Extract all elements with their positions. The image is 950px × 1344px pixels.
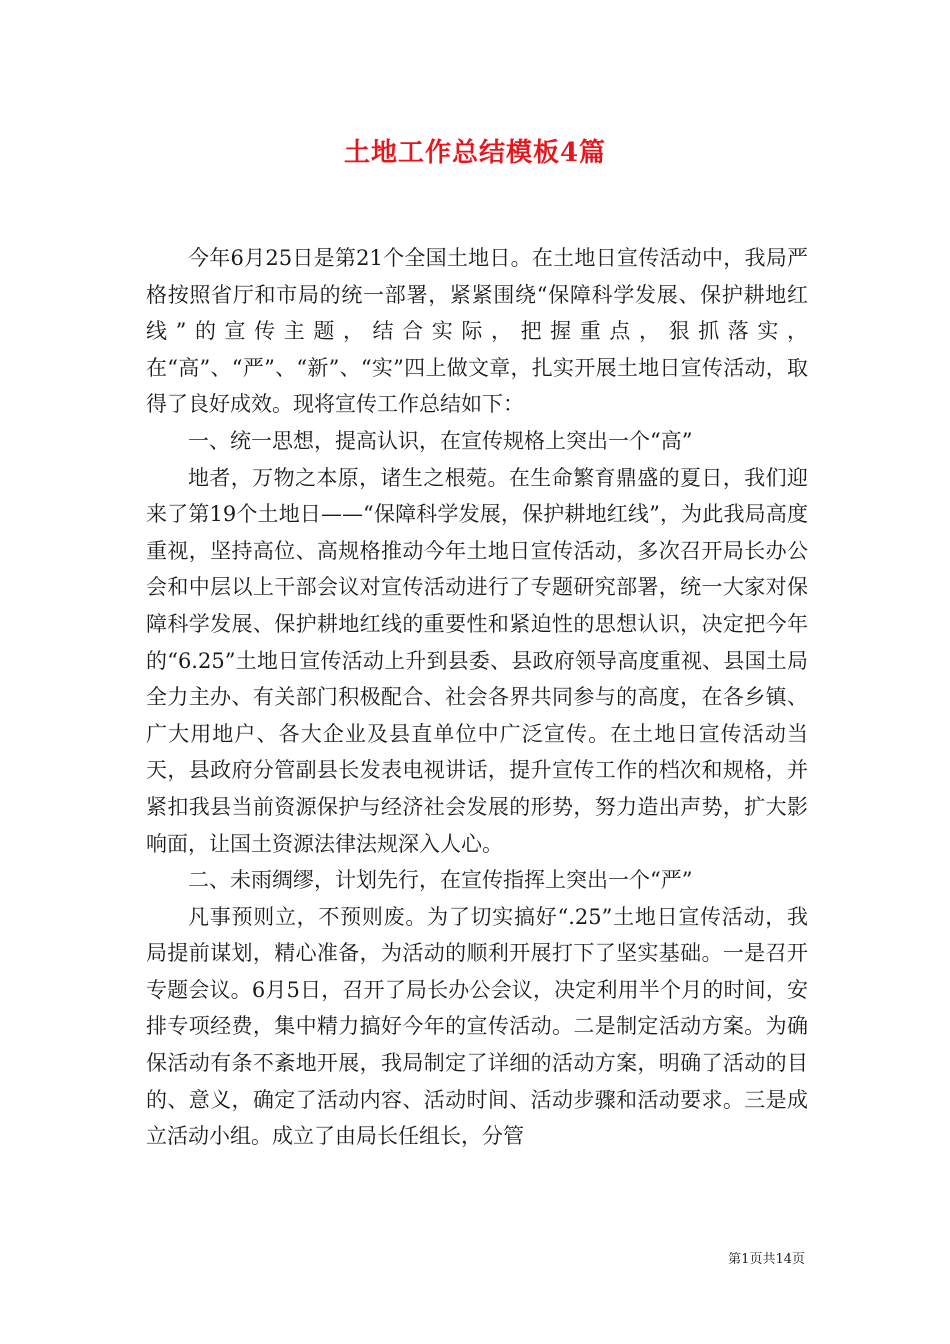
section-1-paragraph: 地者，万物之本原，诸生之根菀。在生命繁育鼎盛的夏日，我们迎来了第19个土地日——“保障科学发展，保护耕地红线”，为此我局高度重视，坚持高位、高规格推动今年土地日宣传活动，多次召开局长办公会和中层以上干部会议对宣传活动进行了专题研究部署，统一大家对保障科学发展、保护耕地红线的重要性和紧迫性的思想认识，决定把今年的“6.25”土地日宣传活动上升到县委、县政府领导高度重视、县国土局全力主办、有关部门积极配合、社会各界共同参与的高度，在各乡镇、广大用地户、各大企业及县直单位中广泛宣传。在土地日宣传活动当天，县政府分管副县长发表电视讲话，提升宣传工作的档次和规格，并紧扣我县当前资源保护与经济社会发展的形势，努力造出声势，扩大影响面，让国土资源法律法规深入人心。 xyxy=(146,465,808,856)
document-body xyxy=(146,240,808,1155)
intro-paragraph: 今年6月25日是第21个全国土地日。在土地日宣传活动中，我局严格按照省厅和市局的统一部署，紧紧围绕“保障科学发展、保护耕地红线”的宣传主题，结合实际，把握重点，狠抓落实，在“高”、“严”、“新”、“实”四上做文章，扎实开展土地日宣传活动，取得了良好成效。现将宣传工作总结如下： xyxy=(146,246,808,417)
page-number-footer: 第1页共14页 xyxy=(728,1252,805,1267)
section-heading-1: 一、统一思想，提高认识，在宣传规格上突出一个“高” xyxy=(188,428,693,453)
section-heading-2: 二、未雨绸缪，计划先行，在宣传指挥上突出一个“严” xyxy=(188,868,693,893)
section-2-paragraph: 凡事预则立，不预则废。为了切实搞好“.25”土地日宣传活动，我局提前谋划，精心准备，为活动的顺利开展打下了坚实基础。一是召开专题会议。6月5日，召开了局长办公会议，决定利用半个月的时间，安排专项经费，集中精力搞好今年的宣传活动。二是制定活动方案。为确保活动有条不紊地开展，我局制定了详细的活动方案，明确了活动的目的、意义，确定了活动内容、活动时间、活动步骤和活动要求。三是成立活动小组。成立了由局长任组长，分管 xyxy=(146,904,808,1149)
document-title: 土地工作总结模板4篇 xyxy=(343,138,607,168)
